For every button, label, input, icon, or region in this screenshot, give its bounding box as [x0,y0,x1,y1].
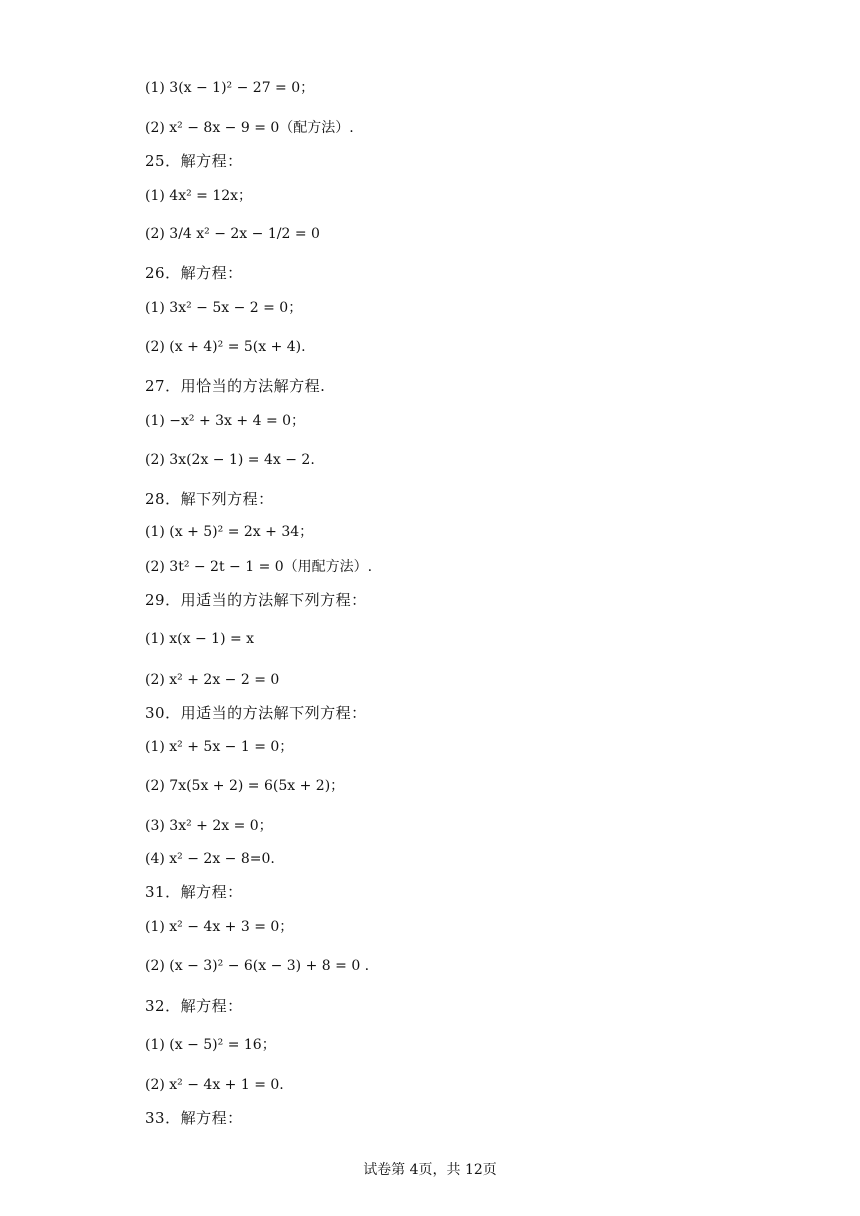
problem-27-part-1: (1) −x² + 3x + 4 = 0； [145,413,306,429]
problem-28-heading: 28．解下列方程： [145,490,274,508]
problem-25-heading: 25．解方程： [145,152,243,170]
problem-26-part-2: (2) (x + 4)² = 5(x + 4). [145,339,306,355]
problem-25-part-2: (2) 3/4 x² − 2x − 1/2 = 0 [145,226,320,242]
problem-27-heading: 27．用恰当的方法解方程. [145,377,326,395]
problem-31-part-2: (2) (x − 3)² − 6(x − 3) + 8 = 0 . [145,958,370,974]
problem-26-heading: 26．解方程： [145,264,243,282]
problem-32-heading: 32．解方程： [145,997,243,1015]
problem-25-part-1: (1) 4x² = 12x； [145,188,253,204]
problem-31-heading: 31．解方程： [145,883,243,901]
problem-24-part-1: (1) 3(x − 1)² − 27 = 0； [145,80,315,96]
problem-30-part-1: (1) x² + 5x − 1 = 0； [145,739,294,755]
page-footer: 试卷第 4页，共 12页 [363,1162,497,1178]
problem-24-part-2: (2) x² − 8x − 9 = 0（配方法）. [145,120,354,136]
problem-30-part-4: (4) x² − 2x − 8=0. [145,851,275,867]
problem-29-part-1: (1) x(x − 1) = x [145,631,255,647]
problem-28-part-2: (2) 3t² − 2t − 1 = 0（用配方法）. [145,559,373,575]
problem-31-part-1: (1) x² − 4x + 3 = 0； [145,919,294,935]
problem-30-part-3: (3) 3x² + 2x = 0； [145,818,273,834]
problem-27-part-2: (2) 3x(2x − 1) = 4x − 2. [145,452,315,468]
problem-30-part-2: (2) 7x(5x + 2) = 6(5x + 2)； [145,778,345,794]
problem-29-part-2: (2) x² + 2x − 2 = 0 [145,672,280,688]
problem-28-part-1: (1) (x + 5)² = 2x + 34； [145,524,314,540]
problem-30-heading: 30．用适当的方法解下列方程： [145,704,367,722]
problem-26-part-1: (1) 3x² − 5x − 2 = 0； [145,300,303,316]
problem-32-part-1: (1) (x − 5)² = 16； [145,1037,276,1053]
problem-32-part-2: (2) x² − 4x + 1 = 0. [145,1077,284,1093]
problem-29-heading: 29．用适当的方法解下列方程： [145,591,367,609]
problem-33-heading: 33．解方程： [145,1109,243,1127]
